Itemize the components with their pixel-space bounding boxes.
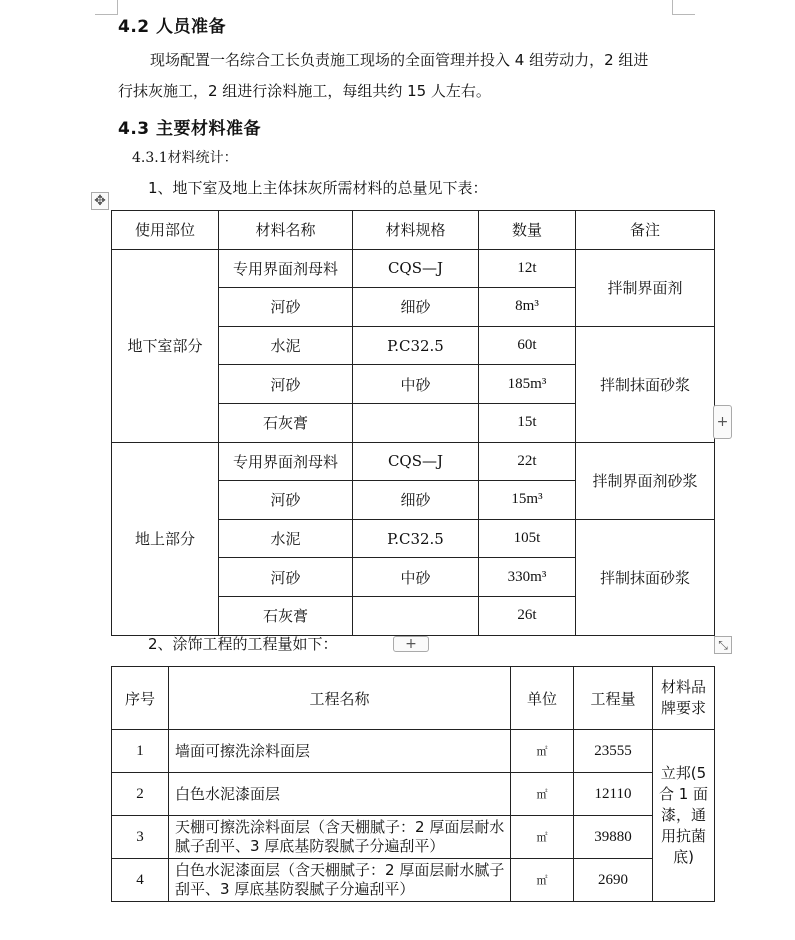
header-cell: 单位 — [511, 667, 574, 730]
material-spec-cell — [353, 596, 479, 635]
location-cell: 地下室部分 — [112, 249, 219, 442]
material-name-cell: 河砂 — [219, 481, 353, 520]
quantity-cell: 22t — [479, 442, 576, 481]
material-spec-cell: P.C32.5 — [353, 326, 479, 365]
material-spec-cell: 中砂 — [353, 558, 479, 597]
material-name-cell: 专用界面剂母料 — [219, 249, 353, 288]
quantity-cell: 8m³ — [479, 288, 576, 327]
header-cell: 工程量 — [574, 667, 653, 730]
material-name-cell: 石灰膏 — [219, 596, 353, 635]
add-row-button[interactable]: + — [393, 636, 429, 652]
material-name-cell: 水泥 — [219, 326, 353, 365]
remark-cell: 拌制界面剂砂浆 — [576, 442, 715, 519]
quantity-cell: 12110 — [574, 773, 653, 816]
coating-works-table — [111, 666, 715, 902]
table-row — [112, 249, 715, 288]
table-header-row — [112, 667, 715, 730]
table-row — [112, 730, 715, 773]
table-row — [112, 442, 715, 481]
paragraph-staffing-line2: 行抹灰施工，2 组进行涂料施工，每组共约 15 人左右。 — [118, 82, 491, 100]
add-column-button[interactable]: + — [713, 405, 732, 439]
header-cell: 备注 — [576, 211, 715, 250]
quantity-cell: 60t — [479, 326, 576, 365]
material-spec-cell: 中砂 — [353, 365, 479, 404]
unit-cell: ㎡ — [511, 859, 574, 902]
work-name-cell: 白色水泥漆面层（含天棚腻子：2 厚面层耐水腻子刮平、3 厚底基防裂腻子分遍刮平） — [169, 859, 511, 902]
header-cell: 工程名称 — [169, 667, 511, 730]
header-cell: 材料品牌要求 — [653, 667, 715, 730]
quantity-cell: 2690 — [574, 859, 653, 902]
page-corner-mark-right — [672, 0, 695, 15]
material-name-cell: 河砂 — [219, 288, 353, 327]
header-cell: 材料名称 — [219, 211, 353, 250]
header-cell: 数量 — [479, 211, 576, 250]
material-name-cell: 石灰膏 — [219, 403, 353, 442]
location-cell: 地上部分 — [112, 442, 219, 635]
material-name-cell: 水泥 — [219, 519, 353, 558]
material-name-cell: 河砂 — [219, 365, 353, 404]
material-spec-cell: CQS—J — [353, 442, 479, 481]
row-number-cell: 3 — [112, 816, 169, 859]
material-spec-cell: CQS—J — [353, 249, 479, 288]
table-row — [112, 773, 715, 816]
material-spec-cell: 细砂 — [353, 481, 479, 520]
item-1-caption: 1、地下室及地上主体抹灰所需材料的总量见下表： — [148, 179, 488, 197]
table-resize-icon[interactable]: ⤡ — [714, 636, 732, 654]
material-spec-cell: P.C32.5 — [353, 519, 479, 558]
row-number-cell: 1 — [112, 730, 169, 773]
quantity-cell: 15t — [479, 403, 576, 442]
material-spec-cell: 细砂 — [353, 288, 479, 327]
table-move-handle-icon[interactable]: ✥ — [91, 192, 109, 210]
unit-cell: ㎡ — [511, 730, 574, 773]
quantity-cell: 105t — [479, 519, 576, 558]
heading-4-3: 4.3 主要材料准备 — [118, 119, 262, 139]
quantity-cell: 15m³ — [479, 481, 576, 520]
heading-4-2: 4.2 人员准备 — [118, 17, 227, 37]
material-spec-cell — [353, 403, 479, 442]
work-name-cell: 白色水泥漆面层 — [169, 773, 511, 816]
unit-cell: ㎡ — [511, 816, 574, 859]
brand-requirement-cell: 立邦(5 合 1 面漆，通用抗菌底) — [653, 730, 715, 902]
remark-cell: 拌制抹面砂浆 — [576, 326, 715, 442]
remark-cell: 拌制界面剂 — [576, 249, 715, 326]
materials-table — [111, 210, 715, 636]
work-name-cell: 天棚可擦洗涂料面层（含天棚腻子：2 厚面层耐水腻子刮平、3 厚底基防裂腻子分遍刮平） — [169, 816, 511, 859]
table-row — [112, 859, 715, 902]
quantity-cell: 185m³ — [479, 365, 576, 404]
header-cell: 序号 — [112, 667, 169, 730]
table-header-row — [112, 211, 715, 250]
row-number-cell: 4 — [112, 859, 169, 902]
header-cell: 使用部位 — [112, 211, 219, 250]
quantity-cell: 330m³ — [479, 558, 576, 597]
quantity-cell: 39880 — [574, 816, 653, 859]
remark-cell: 拌制抹面砂浆 — [576, 519, 715, 635]
table-row — [112, 816, 715, 859]
paragraph-staffing-line1: 现场配置一名综合工长负责施工现场的全面管理并投入 4 组劳动力，2 组进 — [150, 51, 649, 69]
header-cell: 材料规格 — [353, 211, 479, 250]
work-name-cell: 墙面可擦洗涂料面层 — [169, 730, 511, 773]
row-number-cell: 2 — [112, 773, 169, 816]
page-corner-mark-left — [95, 0, 118, 15]
subheading-4-3-1: 4.3.1材料统计： — [132, 150, 238, 166]
quantity-cell: 26t — [479, 596, 576, 635]
unit-cell: ㎡ — [511, 773, 574, 816]
material-name-cell: 专用界面剂母料 — [219, 442, 353, 481]
quantity-cell: 12t — [479, 249, 576, 288]
item-2-caption: 2、涂饰工程的工程量如下： — [148, 635, 338, 653]
material-name-cell: 河砂 — [219, 558, 353, 597]
quantity-cell: 23555 — [574, 730, 653, 773]
